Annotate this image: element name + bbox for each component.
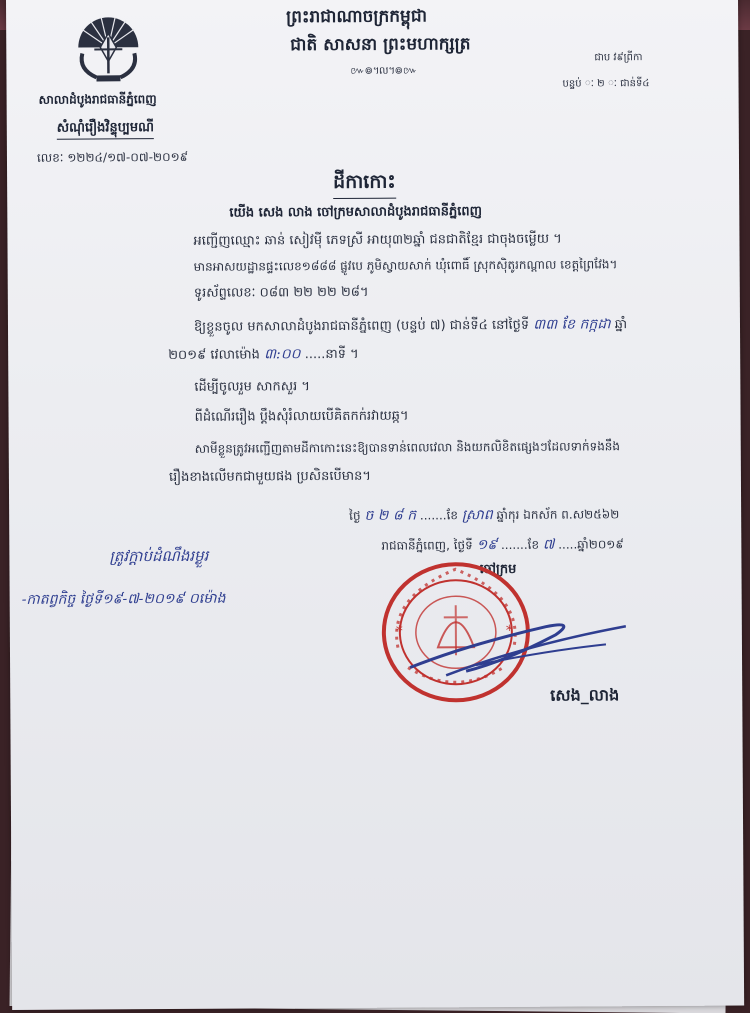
lunar-month-handwritten: ស្រាព <box>462 507 493 523</box>
office-name: សំណុំរឿងវិន្ទុប្បមណី <box>57 119 154 140</box>
case-line: ពីដំណើររឿង ប្ដឹងសុំរំលាយបើគិតកក់រវាយឆ្ក។ <box>195 408 409 428</box>
time-text: ២០១៩ វេលាម៉ោង <box>168 347 260 363</box>
notice-line-2: រឿងខាងលើមកជាមួយផង ប្រសិនបើមាន។ <box>169 468 371 488</box>
lunar-mid: .......ខែ <box>420 508 458 522</box>
notice-line-1: សាមីខ្លួនត្រូវអញ្ជើញតាមដីកាកោះនេះឱ្យបានទាន់ពេលវេលា និងយកលិខិតផ្សេងៗដែលទាក់ទងនឹង <box>195 438 620 459</box>
judge-title: ចៅក្រម <box>479 561 516 580</box>
lunar-suffix: ឆ្នាំកុរ ឯកស័ក ព.ស២៥៦២ <box>496 507 619 522</box>
judge-line: យើង សេង លាង ចៅក្រមសាលាដំបូងរាជធានីភ្នំពេញ <box>229 203 482 224</box>
appear-text: ឱ្យខ្លួនចូល មកសាលាដំបូងរាជធានីភ្នំពេញ (បន្ទប់ ៧) ជាន់ទី៤ នៅថ្ងៃទី <box>194 318 529 335</box>
judge-name: សេង_លាង <box>550 684 619 708</box>
solar-prefix: រាជធានីភ្នំពេញ, ថ្ងៃទី <box>381 538 473 553</box>
purpose-line: ដើម្បីចូលរួម សាកសួរ ។ <box>194 378 310 398</box>
court-name: សាលាដំបូងរាជធានីភ្នំពេញ <box>39 91 157 110</box>
court-emblem-icon <box>68 7 148 85</box>
address-line: មានអាសយដ្ឋានផ្ទះលេខ១៨៨៨ ផ្លូវបេ ភូមិស្វាយសាក់ ឃុំពោធិ៍ ស្រុកស៊ិតូរកណ្ដាល ខេត្តព្រៃវែង។ <box>194 256 618 277</box>
room-marker: បន្ទប់ ៈ ២ ៈ ជាន់ទី៤ <box>562 76 649 92</box>
time-suffix: .....នាទី ។ <box>305 347 359 362</box>
kingdom-heading: ព្រះរាជាណាចក្រកម្ពុជា <box>286 5 427 31</box>
margin-note-line-1: ត្រូវក្តាប់ដំណឹងរម្ងួរ <box>109 547 208 570</box>
solar-mid: .......ខែ <box>501 538 539 552</box>
lunar-prefix: ថ្ងៃ <box>349 509 361 523</box>
time-handwritten: ៣:០០ <box>264 346 301 362</box>
judge-signature <box>406 604 636 685</box>
lunar-date-line <box>349 504 619 527</box>
appear-year-label: ឆ្នាំ <box>615 317 627 332</box>
margin-note-line-2: -កាតព្វកិច្ច ថ្ងៃទី១៩-៧-២០១៩ ០ម៉ោង <box>22 589 226 611</box>
solar-month-handwritten: ៧ <box>543 537 555 553</box>
appear-date-handwritten: ៣៣ ខែ កក្កដា <box>533 316 610 332</box>
national-motto: ជាតិ សាសនា ព្រះមហាក្សត្រ <box>290 33 470 59</box>
file-marker: ជាប វ៩ព្រីកា <box>594 50 642 65</box>
summons-document <box>6 0 744 1010</box>
document-title: ដីកាកោះ <box>333 170 396 199</box>
svg-text:*: * <box>506 623 513 639</box>
appear-line <box>194 314 627 338</box>
lunar-day-handwritten: ច ២ ៨ ក <box>364 508 416 524</box>
solar-suffix: .....ឆ្នាំ២០១៩ <box>558 537 624 551</box>
reference-number: លេខៈ ១២២៤/១៧-០៧-២០១៩ <box>37 149 188 168</box>
svg-text:*: * <box>396 624 403 640</box>
motto-ornament: ៚៙៘៙៚ <box>350 63 417 78</box>
phone-line: ទូរស័ព្ទលេខៈ ០៨៣ ២២ ២២ ២៨។ <box>194 284 369 304</box>
solar-day-handwritten: ១៩ <box>477 537 498 553</box>
solar-date-line <box>381 534 624 556</box>
time-line <box>168 344 359 366</box>
summoned-person-line: អញ្ជើញឈ្មោះ ឆាន់ សៀវម៉ី ភេទស្រី អាយុ៣២ឆ្នាំ ជនជាតិខ្មែរ ជាចុងចម្លើយ ។ <box>193 231 561 252</box>
